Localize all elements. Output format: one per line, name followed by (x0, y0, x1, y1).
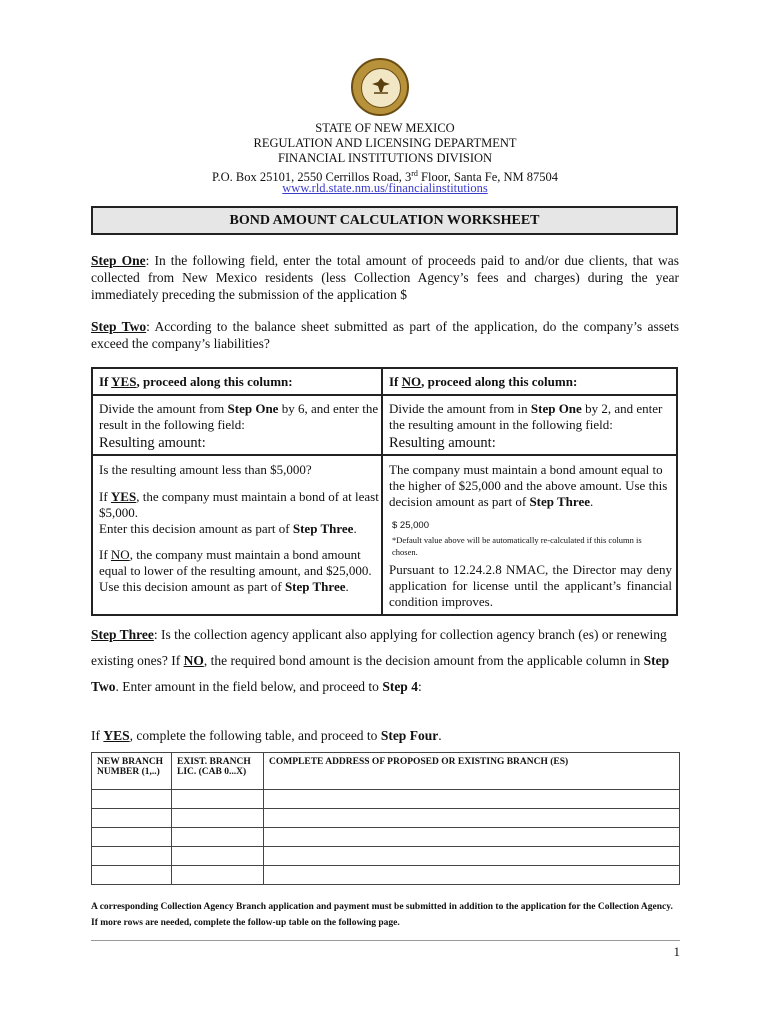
col-address: COMPLETE ADDRESS OF PROPOSED OR EXISTING BRANCH (ES) (264, 753, 680, 790)
table-cell[interactable] (92, 790, 172, 809)
yes-column-header (99, 374, 379, 390)
text: , complete the following table, and proceed to (129, 728, 381, 743)
table-cell[interactable] (92, 847, 172, 866)
no-resulting-amount-field[interactable]: Resulting amount: (389, 435, 496, 451)
yes-if-yes-text (99, 489, 379, 537)
text: . (345, 579, 349, 594)
table-cell[interactable] (172, 847, 264, 866)
text: by 2, and enter the resulting amount in the following field: (389, 401, 663, 432)
table-cell[interactable] (172, 790, 264, 809)
step-one-text: : In the following field, enter the total amount of proceeds paid to and/or due clients, that was collected from New Mexico residents (less Collection Agency’s fees and charges) during the year immediately preceding the submission of the application $ (91, 253, 680, 302)
text: Step Three (284, 579, 346, 594)
text: Divide the amount from (99, 401, 228, 416)
yes-if-no-text (99, 547, 381, 595)
worksheet-title: BOND AMOUNT CALCULATION WORKSHEET (91, 206, 678, 235)
yes-divide-instruction (99, 401, 381, 433)
header-url-line (0, 181, 770, 196)
table-header-row (92, 753, 680, 790)
column-divider (381, 369, 383, 614)
text: YES (110, 489, 137, 504)
text: Step Three (529, 494, 590, 509)
page-number: 1 (673, 944, 680, 959)
step-three-paragraph (91, 622, 691, 700)
eagle-icon (370, 75, 392, 97)
table-cell[interactable] (264, 866, 680, 885)
step-two-text: : According to the balance sheet submitted as part of the application, do the company’s assets exceed the company’s liabilities? (91, 319, 679, 351)
text: Step Four (380, 728, 439, 743)
text: YES (103, 728, 130, 743)
text: NO (110, 547, 130, 562)
text: Step Two (91, 653, 670, 694)
text: Step One (530, 401, 582, 416)
step-one-paragraph (91, 252, 679, 303)
text: . (353, 521, 357, 536)
no-column-header (389, 374, 669, 390)
yes-question: Is the resulting amount less than $5,000? (99, 462, 312, 477)
yes-resulting-amount-field[interactable]: Resulting amount: (99, 435, 206, 451)
text: Step One (227, 401, 279, 416)
no-divide-instruction (389, 401, 674, 433)
page-divider (91, 940, 680, 941)
table-cell[interactable] (172, 866, 264, 885)
text: If (99, 374, 112, 389)
table-cell[interactable] (264, 809, 680, 828)
table-cell[interactable] (172, 809, 264, 828)
text: If (99, 489, 111, 504)
table-row (92, 828, 680, 847)
text: . Enter amount in the field below, and proceed to (115, 679, 383, 694)
text: The company must maintain a bond amount equal to the higher of $25,000 and the above amount. Use this decision amount as part of (389, 462, 668, 509)
text: If (91, 728, 104, 743)
step-one-label: Step One (91, 253, 146, 268)
decision-grid (91, 367, 678, 616)
text: : (417, 679, 422, 694)
text: Use this decision amount as part of (99, 579, 285, 594)
text: Step Three (292, 521, 354, 536)
text: , proceed along this column: (136, 374, 293, 389)
text: by 6, and enter the result in the following field: (99, 401, 379, 432)
text: , proceed along this column: (421, 374, 578, 389)
website-link[interactable]: www.rld.state.nm.us/financialinstitutions (282, 181, 488, 195)
address-sup: rd (411, 169, 418, 178)
branch-footer-note: A corresponding Collection Agency Branch application and payment must be submitted in addition to the application for the Collection Agency. If more rows are needed, complete the follow-up table on the following page. (91, 902, 673, 928)
state-seal-logo (351, 58, 409, 116)
text: , the required bond amount is the decision amount from the applicable column in (203, 653, 644, 668)
text: Divide the amount from in (389, 401, 531, 416)
pursuant-text: Pursuant to 12.24.2.8 NMAC, the Director may deny application for license until the applicant’s financial condition improves. (389, 562, 672, 609)
seal-eagle-icon (361, 68, 401, 108)
step-three-label: Step Three (91, 627, 154, 642)
text: : Is the collection agency applicant also applying for collection agency branch (es) or renewing existing ones? If (91, 627, 667, 668)
text: If (99, 547, 111, 562)
table-cell[interactable] (264, 828, 680, 847)
step-two-label: Step Two (91, 319, 147, 334)
text: Enter this decision amount as part of (99, 521, 293, 536)
table-cell[interactable] (92, 809, 172, 828)
address-part: Floor, Santa Fe, NM 87504 (417, 170, 559, 185)
text: Step 4 (382, 679, 418, 694)
branch-table (91, 752, 680, 885)
table-cell[interactable] (264, 790, 680, 809)
if-yes-instruction (91, 727, 679, 744)
text: , the company must maintain a bond amount equal to lower of the resulting amount, and $25,000. (99, 547, 372, 578)
no-must-maintain-text (389, 462, 672, 510)
text: YES (111, 374, 137, 389)
table-cell[interactable] (92, 828, 172, 847)
address-part: P.O. Box 25101, 2550 Cerrillos Road, 3 (211, 170, 412, 185)
header-division: FINANCIAL INSTITUTIONS DIVISION (277, 151, 493, 165)
default-value-note: *Default value above will be automatically re-calculated if this column is chosen. (392, 535, 642, 557)
table-row (92, 790, 680, 809)
row-divider (93, 394, 676, 396)
text: . (438, 728, 442, 743)
table-cell[interactable] (92, 866, 172, 885)
step-two-paragraph (91, 318, 679, 352)
table-row (92, 866, 680, 885)
table-cell[interactable] (172, 828, 264, 847)
text: If (389, 374, 402, 389)
text: NO (183, 653, 204, 668)
table-row (92, 809, 680, 828)
col-exist-branch: EXIST. BRANCH LIC. (CAB 0...X) (172, 753, 264, 790)
header-department: REGULATION AND LICENSING DEPARTMENT (253, 136, 517, 150)
header-state: STATE OF NEW MEXICO (315, 121, 455, 135)
table-cell[interactable] (264, 847, 680, 866)
col-new-branch: NEW BRANCH NUMBER (1,..) (92, 753, 172, 790)
table-row (92, 847, 680, 866)
text: , the company must maintain a bond of at least $5,000. (99, 489, 379, 520)
row-divider (93, 454, 676, 456)
text: NO (401, 374, 422, 389)
no-amount-field[interactable]: $ 25,000 (392, 520, 429, 531)
text: . (590, 494, 594, 509)
